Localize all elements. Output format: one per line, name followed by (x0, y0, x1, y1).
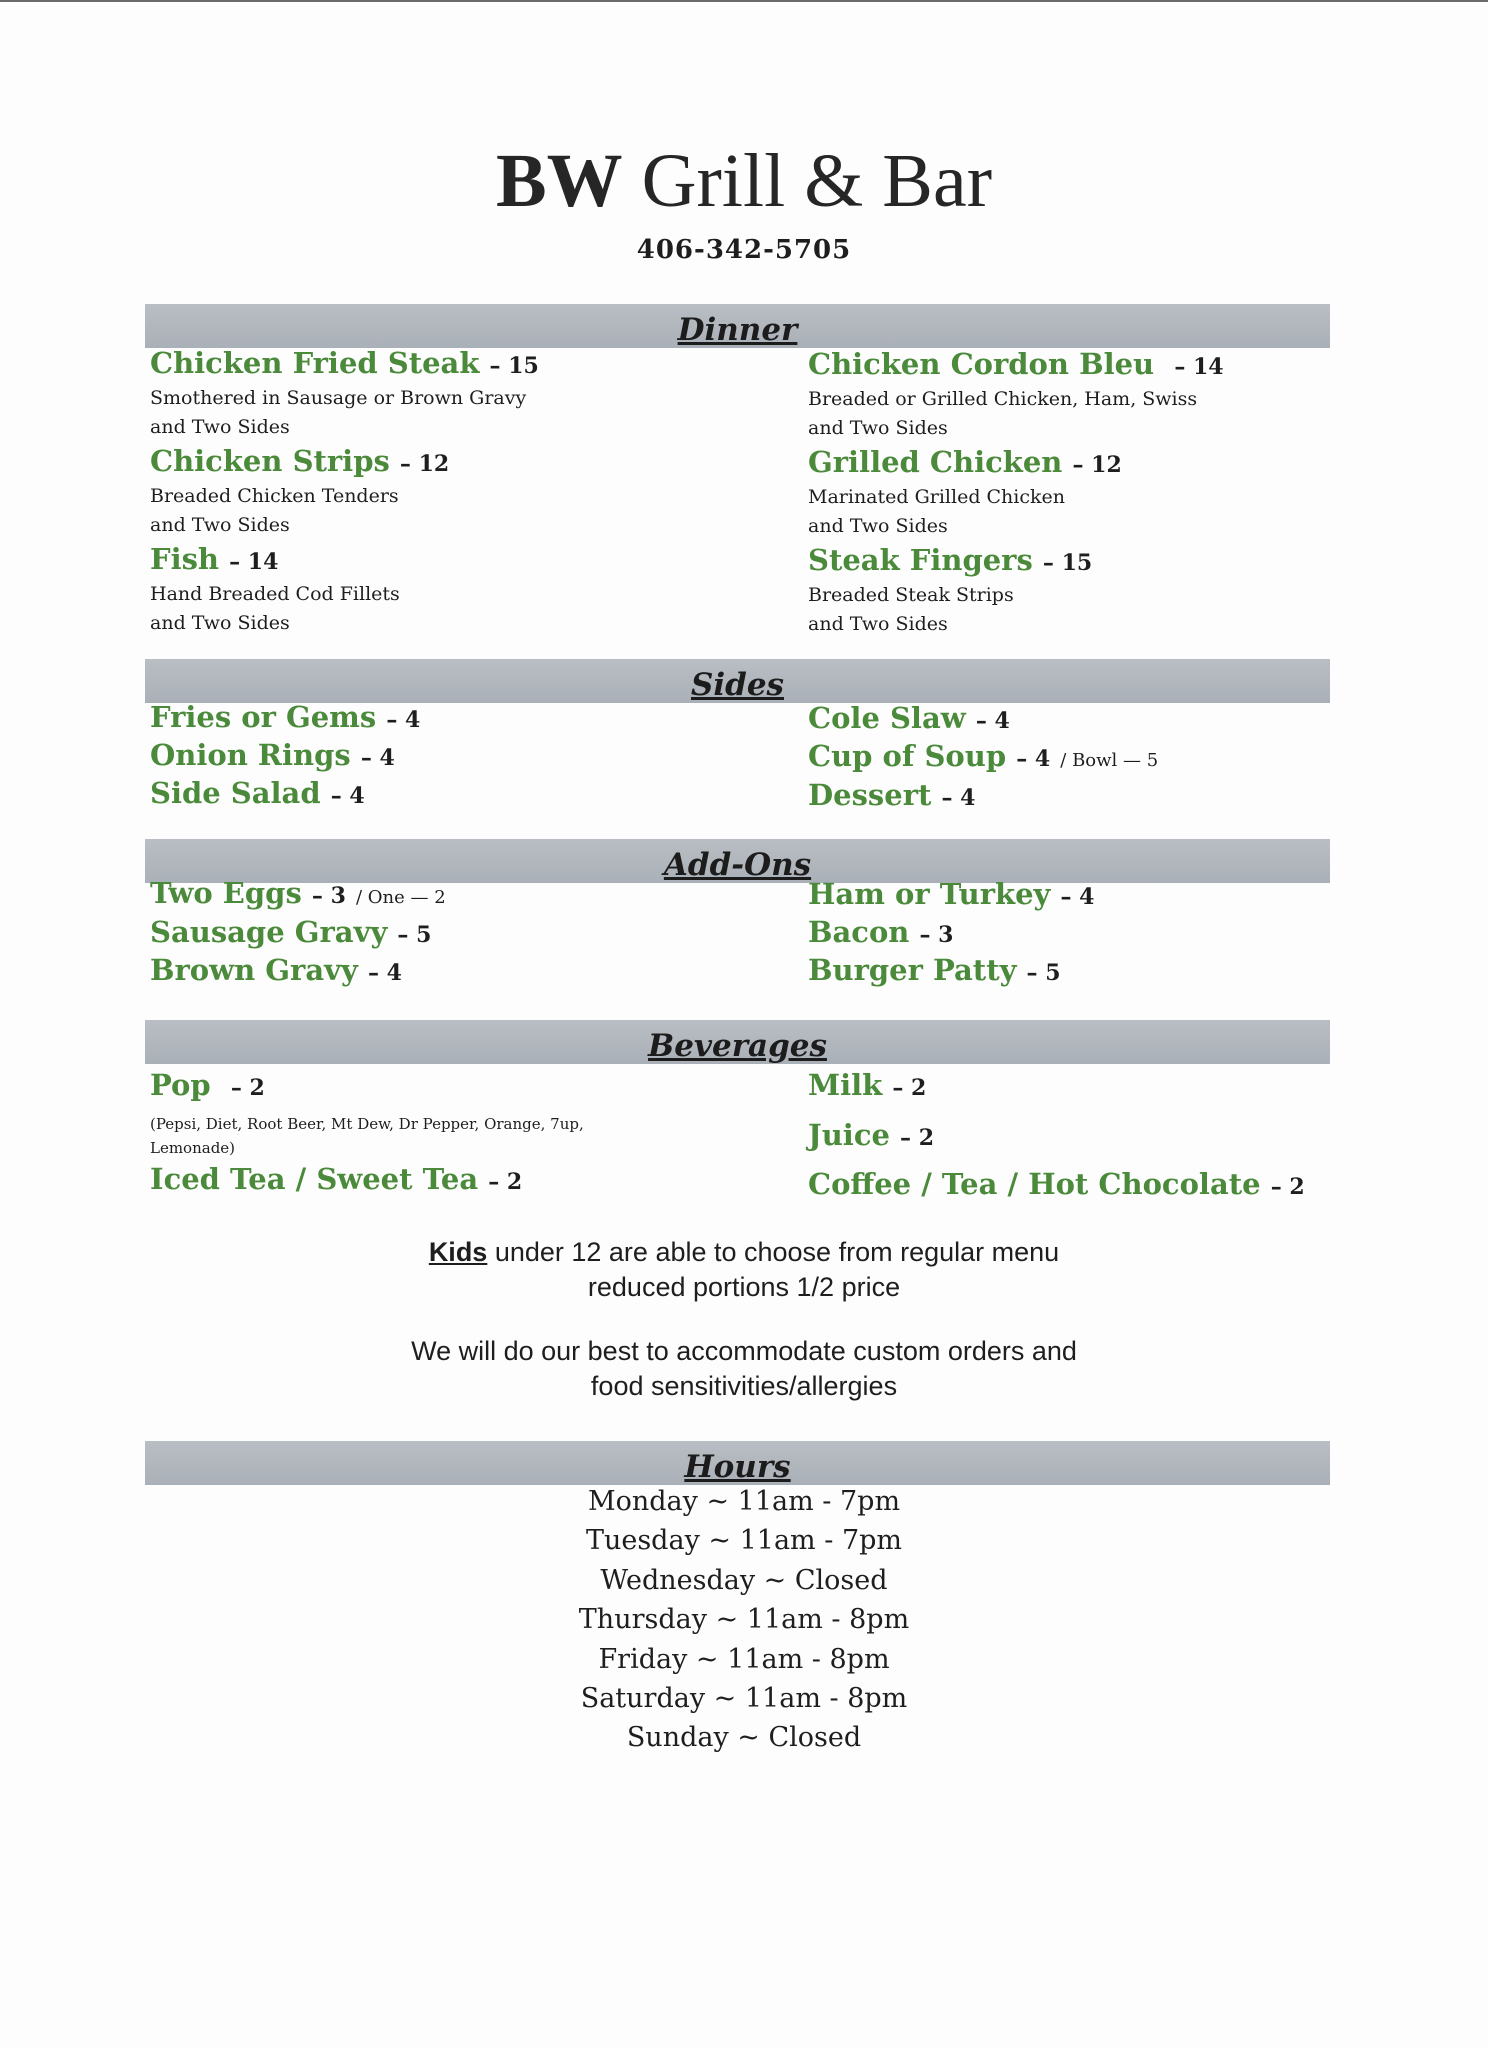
custom-note-line2: food sensitivities/allergies (590, 1371, 898, 1401)
dinner-right-column (808, 347, 1224, 641)
item-price: – 5 (1026, 960, 1061, 986)
item-name: Two Eggs (150, 876, 302, 910)
item-price: – 12 (1072, 452, 1122, 478)
item-extra-price: / Bowl — 5 (1060, 750, 1159, 771)
item-description: Marinated Grilled Chicken (808, 486, 1066, 508)
item-name-line (150, 444, 539, 482)
menu-item (150, 700, 420, 738)
sides-left-column (150, 700, 420, 814)
menu-item (808, 1068, 1305, 1106)
item-price: – 12 (399, 451, 450, 477)
menu-item (150, 738, 420, 776)
beverages-left-column (150, 1068, 584, 1200)
item-name: Bacon (808, 915, 910, 949)
custom-note-line1: We will do our best to accommodate custom orders and (411, 1336, 1077, 1366)
item-description: and Two Sides (150, 416, 290, 438)
hours-heading: Hours (684, 1449, 791, 1485)
hours-row: Wednesday ~ Closed (600, 1564, 888, 1596)
item-name: Burger Patty (808, 953, 1017, 987)
sides-right-column (808, 701, 1158, 816)
menu-item (150, 776, 420, 814)
menu-item (150, 444, 539, 540)
item-description: and Two Sides (808, 613, 948, 635)
item-name: Cup of Soup (808, 739, 1007, 773)
menu-item (150, 1068, 584, 1106)
item-price: – 2 (1270, 1174, 1305, 1200)
item-description: and Two Sides (150, 514, 290, 536)
kids-note (0, 1235, 1488, 1305)
hours-row: Friday ~ 11am - 8pm (598, 1643, 890, 1675)
item-price: – 4 (941, 785, 976, 811)
item-name-line (150, 542, 539, 580)
item-name: Iced Tea / Sweet Tea (150, 1162, 479, 1196)
sides-heading: Sides (690, 667, 784, 703)
hours-row: Sunday ~ Closed (626, 1722, 862, 1754)
item-name: Fish (150, 542, 220, 576)
item-name: Sausage Gravy (150, 915, 388, 949)
menu-item (808, 445, 1224, 541)
dinner-heading: Dinner (677, 312, 798, 348)
item-name: Dessert (808, 778, 932, 812)
hours-row: Saturday ~ 11am - 8pm (580, 1683, 908, 1715)
item-price: – 4 (367, 960, 402, 986)
item-description: Lemonade) (150, 1139, 236, 1157)
item-price: – 2 (230, 1075, 265, 1101)
sides-heading-band (145, 659, 1330, 703)
hours-list (0, 1482, 1488, 1758)
item-price: – 4 (386, 707, 421, 733)
kids-word: Kids (428, 1237, 488, 1267)
item-name-line (150, 346, 539, 384)
item-price: – 15 (489, 353, 539, 379)
menu-item (808, 543, 1224, 639)
item-price: – 14 (1174, 354, 1224, 380)
addons-left-column (150, 876, 446, 991)
item-price: – 4 (360, 745, 395, 771)
hours-heading-band (145, 1441, 1330, 1485)
item-description: Breaded or Grilled Chicken, Ham, Swiss (808, 388, 1198, 410)
beverages-heading: Beverages (648, 1028, 827, 1064)
item-price: – 14 (229, 549, 279, 575)
item-name: Pop (150, 1068, 211, 1102)
item-name: Coffee / Tea / Hot Chocolate (808, 1167, 1261, 1201)
brand-title: Grill & Bar (641, 139, 993, 223)
dinner-left-column (150, 346, 539, 640)
kids-note-text: under 12 are able to choose from regular menu (487, 1237, 1060, 1267)
item-name: Cole Slaw (808, 701, 966, 735)
item-name-line (808, 445, 1224, 483)
item-description: (Pepsi, Diet, Root Beer, Mt Dew, Dr Pepper, Orange, 7up, (150, 1115, 584, 1133)
item-name-line (808, 347, 1224, 385)
item-price: – 3 (311, 883, 346, 909)
addons-heading: Add-Ons (663, 847, 812, 883)
item-price: – 15 (1042, 550, 1093, 576)
addons-right-column (808, 877, 1094, 991)
item-name: Fries or Gems (150, 700, 377, 734)
scan-edge-line (0, 0, 1488, 2)
menu-item (808, 877, 1094, 915)
item-price: – 4 (975, 708, 1010, 734)
item-price: – 3 (919, 922, 954, 948)
item-name: Grilled Chicken (808, 445, 1063, 479)
item-name: Onion Rings (150, 738, 351, 772)
item-price: – 2 (892, 1075, 927, 1101)
menu-item (150, 346, 539, 442)
item-name: Steak Fingers (808, 543, 1033, 577)
beverages-heading-band (145, 1020, 1330, 1064)
menu-item (150, 915, 446, 953)
item-price: – 4 (330, 783, 365, 809)
item-description: Breaded Steak Strips (808, 584, 1014, 606)
menu-item (808, 347, 1224, 443)
item-name: Chicken Fried Steak (150, 346, 480, 380)
menu-item (808, 1167, 1305, 1205)
item-name: Brown Gravy (150, 953, 358, 987)
menu-item (808, 778, 1158, 816)
kids-note-line (0, 1235, 1488, 1270)
item-price: – 4 (1060, 884, 1095, 910)
item-price: – 2 (900, 1125, 935, 1151)
kids-note-line2: reduced portions 1/2 price (587, 1272, 901, 1302)
page-title (0, 140, 1488, 224)
item-name: Ham or Turkey (808, 877, 1051, 911)
item-name: Juice (808, 1118, 890, 1152)
item-description: Hand Breaded Cod Fillets (150, 583, 400, 605)
menu-item (808, 739, 1158, 778)
item-description: and Two Sides (808, 515, 948, 537)
item-price: – 5 (397, 922, 432, 948)
menu-item (150, 1162, 584, 1200)
item-name-line (808, 543, 1224, 581)
beverages-right-column (808, 1068, 1305, 1205)
hours-row: Tuesday ~ 11am - 7pm (585, 1525, 903, 1557)
item-description: and Two Sides (150, 612, 290, 634)
menu-item (808, 953, 1094, 991)
brand-initials: BW (495, 139, 623, 223)
item-extra-price: / One — 2 (355, 887, 446, 908)
item-name: Side Salad (150, 776, 321, 810)
menu-item (150, 542, 539, 638)
menu-item (808, 701, 1158, 739)
hours-row: Thursday ~ 11am - 8pm (578, 1604, 910, 1636)
item-price: – 4 (1016, 746, 1051, 772)
menu-item (150, 876, 446, 915)
custom-orders-note (0, 1334, 1488, 1404)
item-description: Breaded Chicken Tenders (150, 485, 399, 507)
dinner-heading-band (145, 304, 1330, 348)
item-name: Milk (808, 1068, 883, 1102)
hours-row: Monday ~ 11am - 7pm (587, 1486, 901, 1517)
item-description: and Two Sides (808, 417, 948, 439)
item-name: Chicken Strips (150, 444, 390, 478)
item-name: Chicken Cordon Bleu (808, 347, 1155, 381)
phone-number: 406-342-5705 (636, 235, 852, 265)
item-description: Smothered in Sausage or Brown Gravy (150, 387, 527, 409)
menu-item (150, 953, 446, 991)
item-price: – 2 (488, 1169, 523, 1195)
menu-item (808, 915, 1094, 953)
menu-item (808, 1118, 1305, 1156)
